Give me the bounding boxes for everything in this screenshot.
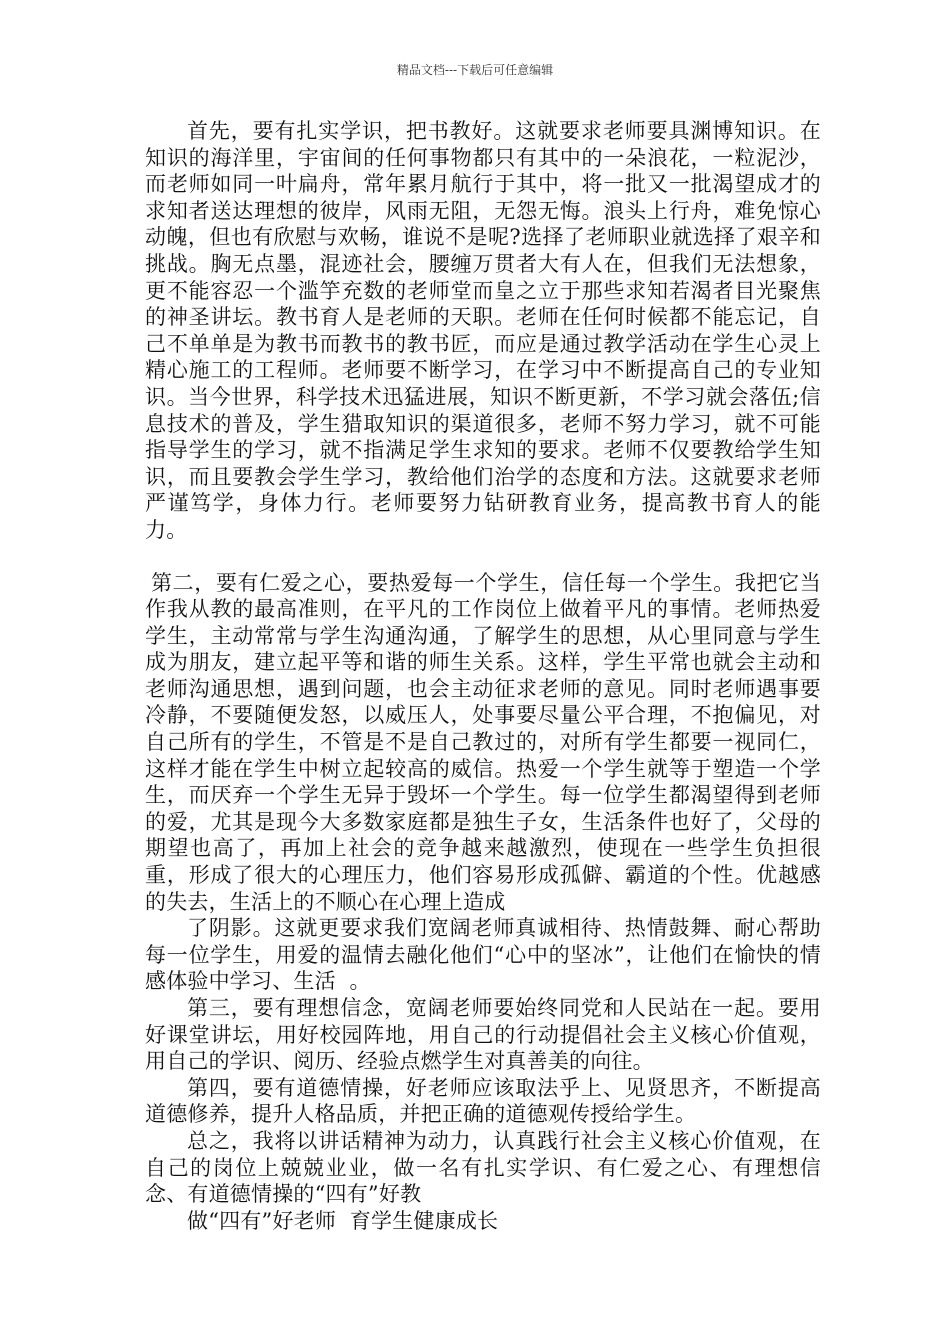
- page-header: 精品文档---下载后可任意编辑: [396, 63, 554, 77]
- paragraph-2: 第二，要有仁爱之心，要热爱每一个学生，信任每一个学生。我把它当作我从教的最高准则，在平凡的工作岗位上做着平凡的事情。老师热爱学生，主动常常与学生沟通沟通，了解学生的思想，从心里同意与学生成为朋友，建立起平等和谐的师生关系。这样，学生平常也就会主动和老师沟通思想，遇到问题，也会主动征求老师的意见。同时老师遇事要冷静，不要随便发怒，以威压人，处事要尽量公平合理，不抱偏见，对自己所有的学生，不管是不是自己教过的，对所有学生都要一视同仁，这样才能在学生中树立起较高的威信。热爱一个学生就等于塑造一个学生，而厌弃一个学生无异于毁坏一个学生。每一位学生都渴望得到老师的爱，尤其是现今大多数家庭都是独生子女，生活条件也好了，父母的期望也高了，再加上社会的竞争越来越激烈，使现在一些学生负担很重，形成了很大的心理压力，他们容易形成孤僻、霸道的个性。优越感的失去，生活上的不顺心在心理上造成: [145, 570, 821, 914]
- closing-title: 做“四有”好老师 育学生健康成长: [187, 1208, 499, 1233]
- paragraph-5: 第四，要有道德情操，好老师应该取法乎上、见贤思齐，不断提高道德修养，提升人格品质，并把正确的道德观传授给学生。: [145, 1075, 821, 1127]
- paragraph-3: 了阴影。这就更要求我们宽阔老师真诚相待、热情鼓舞、耐心帮助每一位学生，用爱的温情去融化他们“心中的坚冰”，让他们在愉快的情感体验中学习、生活 。: [145, 916, 821, 994]
- paragraph-6: 总之，我将以讲话精神为动力，认真践行社会主义核心价值观，在自己的岗位上兢兢业业，做一名有扎实学识、有仁爱之心、有理想信念、有道德情操的“四有”好教: [145, 1128, 821, 1207]
- document-body: [145, 118, 821, 1234]
- paragraph-4: 第三，要有理想信念，宽阔老师要始终同党和人民站在一起。要用好课堂讲坛，用好校园阵地，用自己的行动提倡社会主义核心价值观，用自己的学识、阅历、经验点燃学生对真善美的向往。: [145, 996, 821, 1074]
- paragraph-1: 首先，要有扎实学识，把书教好。这就要求老师要具渊博知识。在知识的海洋里，宇宙间的任何事物都只有其中的一朵浪花，一粒泥沙，而老师如同一叶扁舟，常年累月航行于其中，将一批又一批渴望成才的求知者送达理想的彼岸，风雨无阻，无怨无悔。浪头上行舟，难免惊心动魄，但也有欣慰与欢畅，谁说不是呢?选择了老师职业就选择了艰辛和挑战。胸无点墨，混迹社会，腰缠万贯者大有人在，但我们无法想象，更不能容忍一个滥竽充数的老师堂而皇之立于那些求知若渴者目光聚焦的神圣讲坛。教书育人是老师的天职。老师在任何时候都不能忘记，自己不单单是为教书而教书的教书匠，而应是通过教学活动在学生心灵上精心施工的工程师。老师要不断学习，在学习中不断提高自己的专业知识。当今世界，科学技术迅猛进展，知识不断更新，不学习就会落伍;信息技术的普及，学生猎取知识的渠道很多，老师不努力学习，就不可能指导学生的学习，就不指满足学生求知的要求。老师不仅要教给学生知识，而且要教会学生学习，教给他们治学的态度和方法。这就要求老师严谨笃学，身体力行。老师要努力钻研教育业务，提高教书育人的能力。: [145, 119, 821, 542]
